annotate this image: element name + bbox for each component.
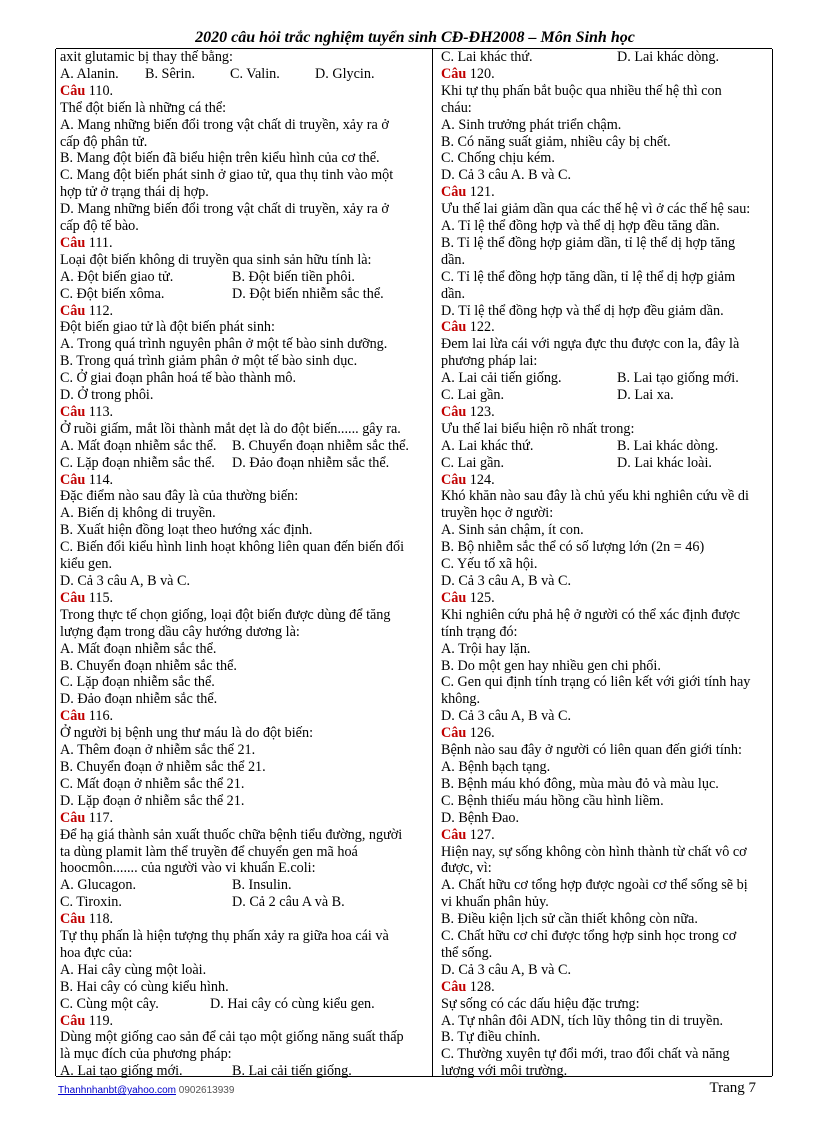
text-line: phương pháp lai: — [441, 353, 538, 370]
question-label: Câu — [60, 403, 86, 420]
text-line: Đặc điểm nào sau đây là của thường biến: — [60, 488, 299, 505]
text-line: cấp độ tế bào. — [60, 218, 139, 235]
text-line: D. Đảo đoạn nhiễm sắc thể. — [60, 691, 218, 708]
text-line: truyền học ở người: — [441, 505, 554, 522]
answer-row — [60, 66, 424, 83]
question-number — [60, 303, 424, 320]
answer-row — [60, 455, 424, 472]
answer-option: C. Lặp đoạn nhiễm sắc thể. — [60, 454, 215, 471]
text-line: A. Tự nhân đôi ADN, tích lũy thông tin di truyền. — [441, 1012, 724, 1029]
question-index: 127. — [466, 826, 495, 843]
page-header: 2020 câu hỏi trắc nghiệm tuyển sinh CĐ-ĐH2008 – Môn Sinh học — [195, 29, 635, 46]
answer-row — [60, 996, 424, 1013]
text-line: được, vì: — [441, 860, 492, 877]
text-line: A. Sinh trưởng phát triển chậm. — [441, 116, 622, 133]
answer-option: A. Alanin. — [60, 65, 119, 82]
question-label: Câu — [441, 725, 467, 742]
question-number — [60, 1013, 424, 1030]
question-number — [441, 725, 769, 742]
text-line: B. Xuất hiện đồng loạt theo hướng xác định. — [60, 522, 313, 539]
footer-email[interactable]: Thanhnhanbt@yahoo.com — [58, 1085, 177, 1096]
answer-option: A. Đột biến giao tử. — [60, 268, 174, 285]
text-line: D. Cả 3 câu A, B và C. — [441, 573, 572, 590]
text-line: kiểu gen. — [60, 556, 113, 573]
text-line: Khi tự thụ phấn bắt buộc qua nhiều thế hệ thì con — [441, 82, 722, 99]
question-number — [441, 404, 769, 421]
question-number — [441, 979, 769, 996]
answer-row — [60, 286, 424, 303]
question-label: Câu — [441, 471, 467, 488]
text-line: A. Trội hay lặn. — [441, 640, 531, 657]
question-index: 126. — [466, 725, 495, 742]
answer-row — [441, 438, 769, 455]
answer-row — [441, 455, 769, 472]
answer-option: D. Glycin. — [315, 65, 375, 82]
question-index: 122. — [466, 319, 495, 336]
text-line: Khó khăn nào sau đây là chủ yếu khi nghiên cứu về di — [441, 488, 749, 505]
answer-option: D. Lai khác loài. — [617, 454, 712, 471]
text-line: D. Mang những biến đổi trong vật chất di truyền, xảy ra ở — [60, 201, 389, 218]
answer-option: C. Lai khác thứ. — [441, 49, 533, 65]
text-line: là mục đích của phương pháp: — [60, 1046, 232, 1063]
text-line: C. Tỉ lệ thể đồng hợp tăng dần, tỉ lệ thể dị hợp giảm — [441, 268, 736, 285]
text-line: lượng đạm trong dầu cây hướng dương là: — [60, 623, 300, 640]
text-line: B. Mang đột biến đã biểu hiện trên kiểu hình của cơ thể. — [60, 150, 380, 167]
answer-row — [60, 877, 424, 894]
question-label: Câu — [441, 184, 467, 201]
text-line: C. Biến đổi kiểu hình linh hoạt không liên quan đến biến đổi — [60, 539, 405, 556]
text-line: hoa đực của: — [60, 944, 133, 961]
text-line: A. Tỉ lệ thể đồng hợp và thể dị hợp đều tăng dần. — [441, 218, 720, 235]
text-line: D. Cả 3 câu A, B và C. — [441, 961, 572, 978]
text-line: Ở người bị bệnh ung thư máu là do đột biến: — [60, 725, 314, 742]
answer-option: B. Chuyển đoạn nhiễm sắc thể. — [232, 437, 409, 454]
answer-option: D. Hai cây có cùng kiểu gen. — [210, 995, 375, 1012]
question-number — [60, 590, 424, 607]
text-line: B. Tỉ lệ thể đồng hợp giảm dần, tỉ lệ thể dị hợp tăng — [441, 234, 736, 251]
question-number — [60, 472, 424, 489]
text-line: Tự thụ phấn là hiện tượng thụ phấn xảy ra giữa hoa cái và — [60, 928, 389, 945]
right-column — [441, 49, 769, 1080]
text-line: B. Do một gen hay nhiều gen chi phối. — [441, 657, 661, 674]
answer-row — [60, 1063, 424, 1080]
text-line: B. Bệnh máu khó đông, mùa màu đỏ và màu lục. — [441, 775, 719, 792]
question-label: Câu — [441, 978, 467, 995]
text-line: Đột biến giao tử là đột biến phát sinh: — [60, 319, 275, 336]
text-line: D. Cả 3 câu A, B và C. — [441, 708, 572, 725]
answer-row — [441, 370, 769, 387]
text-line: D. Bệnh Đao. — [441, 809, 520, 826]
question-number — [60, 235, 424, 252]
question-label: Câu — [441, 403, 467, 420]
text-line: Bệnh nào sau đây ở người có liên quan đến giới tính: — [441, 742, 742, 759]
question-number — [441, 66, 769, 83]
question-label: Câu — [441, 589, 467, 606]
text-line: C. Thường xuyên tự đổi mới, trao đổi chất và năng — [441, 1046, 730, 1063]
answer-option: A. Lai cải tiến giống. — [441, 370, 562, 387]
question-index: 128. — [466, 978, 495, 995]
question-index: 111. — [85, 234, 113, 251]
text-line: Trong thực tế chọn giống, loại đột biến được dùng để tăng — [60, 606, 391, 623]
text-line: C. Mang đột biến phát sinh ở giao tử, qua thụ tinh vào một — [60, 167, 394, 184]
text-line: A. Chất hữu cơ tổng hợp được ngoài cơ thể sống sẽ bị — [441, 877, 748, 894]
question-index: 125. — [466, 589, 495, 606]
text-line: D. Cả 3 câu A. B và C. — [441, 167, 572, 184]
answer-option: A. Glucagon. — [60, 877, 137, 894]
answer-option: B. Insulin. — [232, 877, 292, 894]
answer-option: D. Đột biến nhiễm sắc thể. — [232, 285, 384, 302]
question-index: 110. — [85, 82, 114, 99]
text-line: C. Chống chịu kém. — [441, 150, 555, 167]
text-line: D. Lặp đoạn ở nhiễm sắc thể 21. — [60, 792, 245, 809]
text-line: Đem lai lừa cái với ngựa đực thu được con la, đây là — [441, 336, 740, 353]
text-line: A. Trong quá trình nguyên phân ở một tế bào sinh dưỡng. — [60, 336, 388, 353]
question-index: 115. — [85, 589, 114, 606]
text-line: dần. — [441, 251, 466, 268]
text-line: hoocmôn....... của người vào vi khuẩn E.coli: — [60, 860, 316, 877]
question-index: 123. — [466, 403, 495, 420]
answer-option: B. Lai tạo giống mới. — [617, 370, 739, 387]
text-line: ta dùng plamit làm thể truyền để chuyển gen mã hoá — [60, 843, 358, 860]
question-label: Câu — [441, 319, 467, 336]
question-label: Câu — [60, 708, 86, 725]
text-line: B. Tự điều chỉnh. — [441, 1029, 541, 1046]
answer-option: C. Tiroxin. — [60, 894, 122, 911]
text-line: B. Hai cây có cùng kiểu hình. — [60, 978, 229, 995]
answer-option: B. Sêrin. — [145, 65, 196, 82]
question-index: 117. — [85, 809, 114, 826]
answer-option: D. Lai khác dòng. — [617, 49, 720, 65]
answer-option: C. Đột biến xôma. — [60, 285, 165, 302]
text-line: C. Mất đoạn ở nhiễm sắc thể 21. — [60, 775, 245, 792]
text-line: C. Yếu tố xã hội. — [441, 556, 538, 573]
text-line: C. Gen qui định tính trạng có liên kết với giới tính hay — [441, 674, 751, 691]
text-line: axit glutamic bị thay thế bằng: — [60, 49, 233, 65]
question-index: 124. — [466, 471, 495, 488]
question-index: 119. — [85, 1012, 114, 1029]
answer-option: C. Lai gần. — [441, 387, 505, 404]
text-line: Ưu thế lai giảm dần qua các thế hệ vì ở các thế hệ sau: — [441, 201, 751, 218]
question-label: Câu — [60, 471, 86, 488]
question-index: 113. — [85, 403, 114, 420]
text-line: Khi nghiên cứu phả hệ ở người có thể xác định được — [441, 606, 740, 623]
question-index: 121. — [466, 184, 495, 201]
question-number — [441, 319, 769, 336]
question-index: 118. — [85, 911, 114, 928]
answer-option: C. Valin. — [230, 65, 280, 82]
question-index: 114. — [85, 471, 114, 488]
answer-option: B. Lai cải tiến giống. — [232, 1063, 352, 1080]
text-line: A. Thêm đoạn ở nhiễm sắc thể 21. — [60, 742, 256, 759]
answer-option: D. Đảo đoạn nhiễm sắc thể. — [232, 454, 390, 471]
text-line: thể sống. — [441, 944, 493, 961]
question-label: Câu — [60, 82, 86, 99]
question-number — [60, 404, 424, 421]
question-number — [441, 827, 769, 844]
text-line: C. Bệnh thiếu máu hồng cầu hình liềm. — [441, 792, 664, 809]
question-label: Câu — [441, 65, 467, 82]
answer-row — [441, 49, 769, 66]
text-line: A. Sinh sản chậm, ít con. — [441, 522, 584, 539]
answer-option: C. Cùng một cây. — [60, 995, 159, 1012]
question-label: Câu — [60, 1012, 86, 1029]
text-line: Hiện nay, sự sống không còn hình thành từ chất vô cơ — [441, 843, 747, 860]
question-number — [60, 810, 424, 827]
text-line: cháu: — [441, 99, 472, 116]
text-line: Để hạ giá thành sản xuất thuốc chữa bệnh tiểu đường, người — [60, 826, 403, 843]
text-line: dần. — [441, 285, 466, 302]
question-index: 112. — [85, 302, 114, 319]
footer-phone: 0902613939 — [178, 1085, 235, 1096]
question-label: Câu — [60, 302, 86, 319]
question-label: Câu — [60, 589, 86, 606]
answer-row — [441, 387, 769, 404]
answer-row — [60, 438, 424, 455]
question-number — [441, 590, 769, 607]
left-column — [60, 49, 424, 1080]
question-index: 120. — [466, 65, 495, 82]
text-line: A. Biến dị không di truyền. — [60, 505, 216, 522]
answer-row — [60, 269, 424, 286]
text-line: tính trạng đó: — [441, 623, 518, 640]
column-divider — [432, 48, 433, 1077]
answer-option: C. Lai gần. — [441, 454, 505, 471]
text-line: A. Mang những biến đổi trong vật chất di truyền, xảy ra ở — [60, 116, 389, 133]
question-number — [60, 83, 424, 100]
text-line: C. Ở giai đoạn phân hoá tế bào thành mô. — [60, 370, 297, 387]
text-line: A. Hai cây cùng một loài. — [60, 961, 207, 978]
question-label: Câu — [60, 911, 86, 928]
text-line: Ưu thế lai biểu hiện rõ nhất trong: — [441, 420, 635, 437]
question-label: Câu — [60, 809, 86, 826]
text-line: vi khuẩn phân hủy. — [441, 894, 549, 911]
footer-contact — [58, 1085, 234, 1097]
text-line: C. Chất hữu cơ chỉ được tổng hợp sinh học trong cơ — [441, 928, 737, 945]
question-number — [441, 472, 769, 489]
text-line: Dùng một giống cao sản để cải tạo một giống năng suất thấp — [60, 1029, 404, 1046]
answer-option: A. Lai tạo giống mới. — [60, 1063, 183, 1080]
text-line: A. Bệnh bạch tạng. — [441, 758, 551, 775]
text-line: Sự sống có các dấu hiệu đặc trưng: — [441, 995, 640, 1012]
question-number — [60, 708, 424, 725]
text-line: D. Cả 3 câu A, B và C. — [60, 573, 191, 590]
answer-option: B. Đột biến tiền phôi. — [232, 268, 355, 285]
text-line: Loại đột biến không di truyền qua sinh sản hữu tính là: — [60, 251, 372, 268]
answer-option: A. Lai khác thứ. — [441, 437, 534, 454]
page-number: Trang 7 — [709, 1080, 756, 1096]
text-line: B. Bộ nhiễm sắc thể có số lượng lớn (2n = 46) — [441, 539, 705, 556]
text-line: cấp độ phân tử. — [60, 133, 148, 150]
text-line: C. Lặp đoạn nhiễm sắc thể. — [60, 674, 215, 691]
answer-option: D. Lai xa. — [617, 387, 674, 404]
text-line: Ở ruồi giấm, mắt lồi thành mắt dẹt là do đột biến...... gây ra. — [60, 420, 401, 437]
text-line: B. Chuyển đoạn ở nhiễm sắc thể 21. — [60, 758, 266, 775]
question-label: Câu — [60, 234, 86, 251]
text-line: Thể đột biến là những cá thể: — [60, 99, 227, 116]
text-line: D. Ở trong phôi. — [60, 387, 154, 404]
question-label: Câu — [441, 826, 467, 843]
text-line: A. Mất đoạn nhiễm sắc thể. — [60, 640, 217, 657]
text-line: B. Trong quá trình giảm phân ở một tế bào sinh dục. — [60, 353, 358, 370]
text-line: B. Điều kiện lịch sử cần thiết không còn nữa. — [441, 911, 698, 928]
text-line: lượng với môi trường. — [441, 1063, 568, 1080]
text-line: hợp tử ở trạng thái dị hợp. — [60, 184, 209, 201]
question-number — [441, 184, 769, 201]
text-line: D. Tỉ lệ thể đồng hợp và thể dị hợp đều giảm dần. — [441, 302, 724, 319]
text-line: không. — [441, 691, 481, 708]
answer-row — [60, 894, 424, 911]
question-number — [60, 911, 424, 928]
text-line: B. Chuyển đoạn nhiễm sắc thể. — [60, 657, 237, 674]
answer-option: B. Lai khác dòng. — [617, 437, 719, 454]
answer-option: D. Cả 2 câu A và B. — [232, 894, 345, 911]
question-index: 116. — [85, 708, 114, 725]
text-line: B. Có năng suất giảm, nhiều cây bị chết. — [441, 133, 671, 150]
answer-option: A. Mất đoạn nhiễm sắc thể. — [60, 437, 217, 454]
